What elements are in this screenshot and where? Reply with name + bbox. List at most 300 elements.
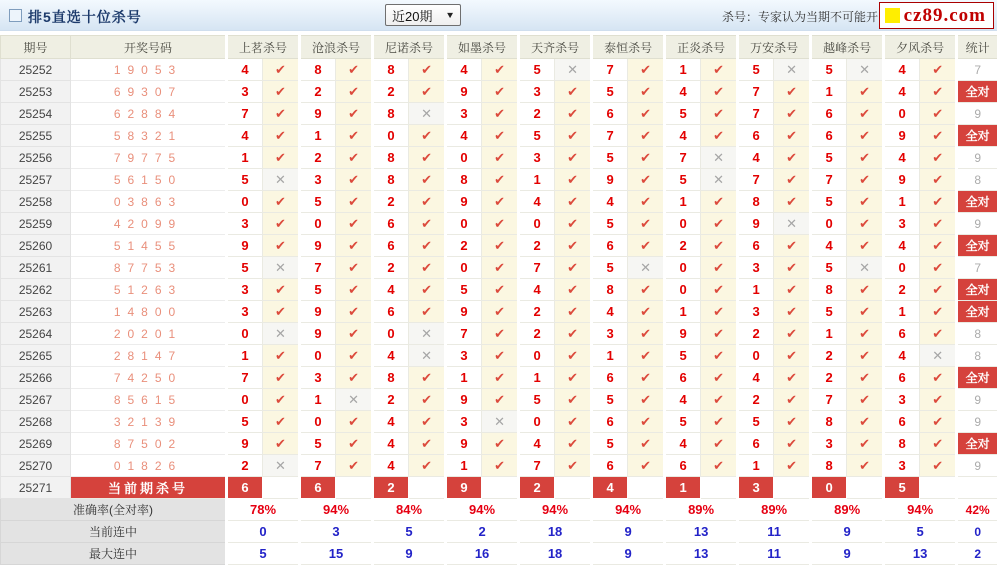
check-cell — [482, 125, 519, 147]
kill-number-cell: 4 — [373, 455, 409, 477]
check-icon: ✔ — [932, 325, 944, 341]
check-icon: ✔ — [348, 193, 359, 209]
check-cell — [847, 301, 884, 323]
check-cell — [409, 81, 446, 103]
stat-cell — [957, 477, 997, 499]
check-cell — [409, 433, 446, 455]
check-cell — [482, 301, 519, 323]
current-kill-number-cell: 2 — [519, 477, 555, 499]
code-cell: 69307 — [71, 81, 227, 103]
kill-number-cell: 2 — [446, 235, 482, 257]
kill-number-cell: 1 — [738, 279, 774, 301]
summary-value-cell: 3 — [300, 521, 373, 543]
stat-cell: 全对 — [957, 433, 997, 455]
check-icon: ✔ — [421, 435, 432, 451]
check-icon: ✔ — [567, 105, 579, 121]
column-header-period: 期号 — [1, 36, 71, 59]
table-row — [1, 367, 997, 389]
kill-number-cell: 1 — [884, 301, 920, 323]
check-cell — [482, 169, 519, 191]
cross-icon: ✕ — [275, 259, 286, 275]
kill-number-cell: 1 — [811, 323, 847, 345]
check-cell — [336, 169, 373, 191]
check-icon: ✔ — [275, 369, 286, 385]
check-icon: ✔ — [859, 149, 871, 165]
kill-number-cell: 9 — [446, 301, 482, 323]
check-icon: ✔ — [786, 369, 798, 385]
check-cell — [263, 191, 300, 213]
code-cell: 19053 — [71, 59, 227, 81]
kill-number-cell: 3 — [446, 103, 482, 125]
period-cell: 25263 — [1, 301, 71, 323]
stat-cell: 7 — [957, 257, 997, 279]
check-cell — [847, 345, 884, 367]
summary-value-cell: 9 — [811, 543, 884, 565]
check-icon: ✔ — [275, 149, 286, 165]
kill-number-cell: 5 — [811, 301, 847, 323]
check-icon: ✔ — [786, 105, 798, 121]
check-cell — [701, 191, 738, 213]
check-icon: ✔ — [713, 303, 725, 319]
summary-value-cell: 11 — [738, 543, 811, 565]
empty-mark-cell — [847, 477, 884, 499]
code-cell: 79775 — [71, 147, 227, 169]
check-cell — [628, 235, 665, 257]
kill-number-cell: 9 — [300, 103, 336, 125]
kill-number-cell: 5 — [227, 257, 263, 279]
kill-number-cell: 1 — [227, 147, 263, 169]
summary-stat-cell: 0 — [957, 521, 997, 543]
check-icon: ✔ — [494, 281, 505, 297]
kill-number-cell: 1 — [592, 345, 628, 367]
check-icon: ✔ — [567, 259, 579, 275]
check-cell — [774, 323, 811, 345]
kill-number-cell: 4 — [592, 191, 628, 213]
kill-number-cell: 5 — [665, 103, 701, 125]
check-icon: ✔ — [713, 435, 725, 451]
check-icon: ✔ — [348, 457, 359, 473]
summary-value-cell: 5 — [373, 521, 446, 543]
stat-cell: 7 — [957, 59, 997, 81]
kill-number-cell: 0 — [300, 345, 336, 367]
cross-cell — [409, 345, 446, 367]
kill-number-cell: 0 — [446, 257, 482, 279]
summary-value-cell: 78% — [227, 499, 300, 521]
stat-cell: 全对 — [957, 301, 997, 323]
code-cell: 01826 — [71, 455, 227, 477]
check-cell — [701, 213, 738, 235]
kill-number-cell: 1 — [738, 455, 774, 477]
summary-value-cell: 18 — [519, 521, 592, 543]
kill-number-cell: 7 — [446, 323, 482, 345]
check-cell — [555, 411, 592, 433]
current-kill-number-cell: 1 — [665, 477, 701, 499]
kill-number-cell: 2 — [227, 455, 263, 477]
check-cell — [701, 433, 738, 455]
summary-value-cell: 89% — [738, 499, 811, 521]
check-cell — [482, 455, 519, 477]
kill-number-cell: 5 — [665, 345, 701, 367]
summary-value-cell: 94% — [592, 499, 665, 521]
check-cell — [555, 81, 592, 103]
kill-number-cell: 5 — [519, 389, 555, 411]
kill-number-cell: 3 — [884, 213, 920, 235]
kill-number-cell: 5 — [592, 213, 628, 235]
kill-number-cell: 0 — [738, 345, 774, 367]
check-cell — [628, 279, 665, 301]
check-icon: ✔ — [421, 171, 432, 187]
code-cell: 32139 — [71, 411, 227, 433]
kill-number-cell: 2 — [373, 389, 409, 411]
kill-number-cell: 6 — [665, 367, 701, 389]
column-header-expert: 上茗杀号 — [227, 36, 300, 59]
kill-number-cell: 7 — [592, 59, 628, 81]
check-cell — [482, 81, 519, 103]
kill-number-cell: 2 — [665, 235, 701, 257]
kill-number-cell: 8 — [884, 433, 920, 455]
check-cell — [555, 345, 592, 367]
stat-cell: 全对 — [957, 191, 997, 213]
current-streak-row — [1, 521, 997, 543]
stat-cell: 全对 — [957, 279, 997, 301]
check-cell — [555, 279, 592, 301]
check-icon: ✔ — [348, 215, 359, 231]
check-icon: ✔ — [640, 149, 652, 165]
check-icon: ✔ — [348, 303, 359, 319]
check-icon: ✔ — [932, 435, 944, 451]
stat-cell: 全对 — [957, 125, 997, 147]
summary-label: 最大连中 — [1, 543, 227, 565]
check-icon: ✔ — [786, 127, 798, 143]
cross-cell — [263, 257, 300, 279]
kill-number-cell: 4 — [373, 433, 409, 455]
check-icon: ✔ — [348, 237, 359, 253]
check-cell — [920, 433, 957, 455]
check-icon: ✔ — [786, 171, 798, 187]
period-cell: 25252 — [1, 59, 71, 81]
check-icon: ✔ — [348, 435, 359, 451]
check-cell — [555, 433, 592, 455]
kill-number-cell: 6 — [592, 367, 628, 389]
column-header-expert: 越峰杀号 — [811, 36, 884, 59]
check-icon: ✔ — [275, 237, 286, 253]
stat-cell: 9 — [957, 455, 997, 477]
summary-value-cell: 94% — [446, 499, 519, 521]
summary-value-cell: 94% — [884, 499, 957, 521]
check-icon: ✔ — [640, 413, 652, 429]
check-icon: ✔ — [713, 61, 725, 77]
summary-value-cell: 18 — [519, 543, 592, 565]
kill-number-cell: 7 — [738, 169, 774, 191]
check-icon: ✔ — [786, 457, 798, 473]
check-icon: ✔ — [567, 303, 579, 319]
check-cell — [701, 59, 738, 81]
check-icon: ✔ — [567, 369, 579, 385]
check-cell — [847, 235, 884, 257]
kill-number-cell: 7 — [227, 103, 263, 125]
check-cell — [336, 279, 373, 301]
summary-value-cell: 89% — [811, 499, 884, 521]
cross-icon: ✕ — [421, 325, 432, 341]
kill-number-cell: 4 — [519, 191, 555, 213]
cross-icon: ✕ — [348, 391, 359, 407]
check-icon: ✔ — [932, 413, 944, 429]
kill-number-cell: 6 — [373, 301, 409, 323]
check-icon: ✔ — [786, 435, 798, 451]
period-cell: 25269 — [1, 433, 71, 455]
check-cell — [774, 389, 811, 411]
check-cell — [701, 389, 738, 411]
check-icon: ✔ — [348, 413, 359, 429]
kill-number-cell: 9 — [446, 191, 482, 213]
check-icon: ✔ — [640, 83, 652, 99]
check-cell — [774, 433, 811, 455]
summary-value-cell: 89% — [665, 499, 738, 521]
kill-number-cell: 0 — [665, 213, 701, 235]
kill-number-cell: 3 — [300, 169, 336, 191]
code-cell: 03863 — [71, 191, 227, 213]
cross-icon: ✕ — [275, 171, 286, 187]
table-header — [1, 36, 997, 59]
kill-number-cell: 0 — [446, 213, 482, 235]
check-cell — [336, 323, 373, 345]
check-cell — [847, 279, 884, 301]
stat-cell: 9 — [957, 147, 997, 169]
check-cell — [847, 323, 884, 345]
code-cell: 58321 — [71, 125, 227, 147]
check-cell — [263, 213, 300, 235]
kill-number-cell: 9 — [300, 235, 336, 257]
kill-number-cell: 1 — [446, 455, 482, 477]
kill-number-cell: 9 — [738, 213, 774, 235]
current-kill-number-cell: 3 — [738, 477, 774, 499]
kill-number-cell: 9 — [227, 433, 263, 455]
kill-number-cell: 5 — [592, 81, 628, 103]
check-cell — [628, 367, 665, 389]
check-icon: ✔ — [932, 457, 944, 473]
check-cell — [555, 323, 592, 345]
kill-number-cell: 5 — [811, 191, 847, 213]
check-cell — [628, 213, 665, 235]
kill-number-cell: 4 — [738, 367, 774, 389]
kill-number-cell: 4 — [884, 81, 920, 103]
check-cell — [920, 301, 957, 323]
kill-number-cell: 6 — [373, 213, 409, 235]
check-icon: ✔ — [567, 391, 579, 407]
kill-number-cell: 0 — [227, 389, 263, 411]
check-cell — [336, 235, 373, 257]
collapse-checkbox-icon[interactable] — [9, 9, 22, 22]
check-icon: ✔ — [567, 127, 579, 143]
kill-number-cell: 8 — [811, 455, 847, 477]
check-icon: ✔ — [640, 303, 652, 319]
kill-number-cell: 8 — [373, 59, 409, 81]
check-cell — [847, 147, 884, 169]
check-icon: ✔ — [567, 193, 579, 209]
code-cell: 51263 — [71, 279, 227, 301]
check-cell — [774, 235, 811, 257]
check-icon: ✔ — [640, 457, 652, 473]
kill-number-cell: 9 — [884, 169, 920, 191]
check-icon: ✔ — [275, 435, 286, 451]
check-cell — [482, 345, 519, 367]
code-cell: 20201 — [71, 323, 227, 345]
check-cell — [628, 81, 665, 103]
check-cell — [336, 301, 373, 323]
kill-number-cell: 4 — [665, 125, 701, 147]
check-cell — [847, 125, 884, 147]
kill-number-cell: 2 — [738, 323, 774, 345]
kill-number-cell: 2 — [519, 301, 555, 323]
check-cell — [555, 191, 592, 213]
check-icon: ✔ — [494, 391, 505, 407]
check-cell — [847, 81, 884, 103]
cross-icon: ✕ — [859, 259, 871, 275]
check-icon: ✔ — [494, 435, 505, 451]
table-row — [1, 191, 997, 213]
kill-number-cell: 4 — [884, 345, 920, 367]
check-cell — [628, 301, 665, 323]
check-cell — [701, 345, 738, 367]
kill-number-cell: 0 — [519, 213, 555, 235]
kill-number-cell: 5 — [811, 147, 847, 169]
check-cell — [847, 191, 884, 213]
header-row — [1, 36, 997, 59]
stat-cell: 9 — [957, 103, 997, 125]
kill-note: 杀号：专家认为当期不可能开 — [721, 10, 878, 24]
check-icon: ✔ — [932, 127, 944, 143]
kill-number-cell: 6 — [811, 125, 847, 147]
kill-number-cell: 2 — [373, 257, 409, 279]
check-cell — [920, 191, 957, 213]
check-icon: ✔ — [859, 303, 871, 319]
check-cell — [409, 59, 446, 81]
stat-cell: 全对 — [957, 235, 997, 257]
kill-number-cell: 1 — [446, 367, 482, 389]
cross-icon: ✕ — [786, 61, 798, 77]
table-body — [1, 59, 997, 565]
check-icon: ✔ — [494, 193, 505, 209]
check-icon: ✔ — [275, 303, 286, 319]
kill-number-cell: 5 — [665, 411, 701, 433]
kill-number-cell: 0 — [227, 191, 263, 213]
check-cell — [774, 257, 811, 279]
check-cell — [555, 301, 592, 323]
check-icon: ✔ — [859, 391, 871, 407]
site-logo[interactable] — [879, 2, 994, 29]
page-title: 排5直选十位杀号 — [28, 9, 142, 25]
check-cell — [482, 279, 519, 301]
kill-number-cell: 4 — [227, 59, 263, 81]
check-icon: ✔ — [932, 303, 944, 319]
check-icon: ✔ — [421, 193, 432, 209]
summary-value-cell: 2 — [446, 521, 519, 543]
check-icon: ✔ — [348, 369, 359, 385]
kill-number-cell: 3 — [227, 279, 263, 301]
check-icon: ✔ — [421, 281, 432, 297]
table-row — [1, 213, 997, 235]
kill-number-cell: 3 — [738, 257, 774, 279]
kill-number-cell: 4 — [811, 235, 847, 257]
kill-number-cell: 9 — [446, 389, 482, 411]
kill-number-cell: 5 — [738, 59, 774, 81]
kill-number-cell: 7 — [227, 367, 263, 389]
kill-number-cell: 6 — [738, 235, 774, 257]
check-cell — [409, 279, 446, 301]
kill-number-cell: 8 — [811, 279, 847, 301]
check-icon: ✔ — [786, 391, 798, 407]
kill-number-cell: 0 — [519, 345, 555, 367]
code-cell: 14800 — [71, 301, 227, 323]
summary-value-cell: 13 — [665, 543, 738, 565]
cross-cell — [628, 257, 665, 279]
kill-number-cell: 3 — [227, 213, 263, 235]
kill-number-cell: 1 — [884, 191, 920, 213]
logo-yellow-square-icon — [885, 8, 900, 23]
kill-number-cell: 6 — [592, 235, 628, 257]
check-icon: ✔ — [640, 281, 652, 297]
check-icon: ✔ — [275, 83, 286, 99]
summary-value-cell: 13 — [884, 543, 957, 565]
cross-cell — [847, 257, 884, 279]
kill-number-cell: 5 — [519, 125, 555, 147]
check-icon: ✔ — [421, 259, 432, 275]
kill-number-cell: 5 — [738, 411, 774, 433]
check-icon: ✔ — [786, 149, 798, 165]
column-header-stat: 统计 — [957, 36, 997, 59]
cross-cell — [920, 345, 957, 367]
check-cell — [920, 257, 957, 279]
check-icon: ✔ — [348, 105, 359, 121]
check-cell — [701, 301, 738, 323]
kill-number-cell: 4 — [665, 433, 701, 455]
range-select[interactable] — [385, 4, 461, 26]
kill-number-cell: 7 — [811, 389, 847, 411]
code-cell: 87502 — [71, 433, 227, 455]
kill-number-cell: 5 — [300, 191, 336, 213]
kill-number-cell: 3 — [811, 433, 847, 455]
check-icon: ✔ — [713, 281, 725, 297]
period-cell: 25271 — [1, 477, 71, 499]
check-cell — [920, 125, 957, 147]
kill-number-cell: 4 — [373, 345, 409, 367]
kill-number-cell: 0 — [446, 147, 482, 169]
check-cell — [701, 125, 738, 147]
check-icon: ✔ — [421, 303, 432, 319]
check-icon: ✔ — [421, 61, 432, 77]
check-cell — [920, 213, 957, 235]
kill-number-cell: 0 — [373, 125, 409, 147]
check-cell — [774, 411, 811, 433]
kill-number-cell: 7 — [738, 103, 774, 125]
check-icon: ✔ — [713, 369, 725, 385]
check-icon: ✔ — [640, 127, 652, 143]
kill-number-cell: 7 — [665, 147, 701, 169]
check-cell — [847, 411, 884, 433]
kill-number-cell: 6 — [665, 455, 701, 477]
kill-number-cell: 0 — [811, 213, 847, 235]
check-icon: ✔ — [275, 193, 286, 209]
check-cell — [482, 257, 519, 279]
period-cell: 25262 — [1, 279, 71, 301]
table-row — [1, 301, 997, 323]
code-cell: 87753 — [71, 257, 227, 279]
kill-number-cell: 5 — [592, 433, 628, 455]
empty-mark-cell — [701, 477, 738, 499]
check-icon: ✔ — [859, 215, 871, 231]
check-icon: ✔ — [567, 325, 579, 341]
kill-number-cell: 4 — [665, 81, 701, 103]
